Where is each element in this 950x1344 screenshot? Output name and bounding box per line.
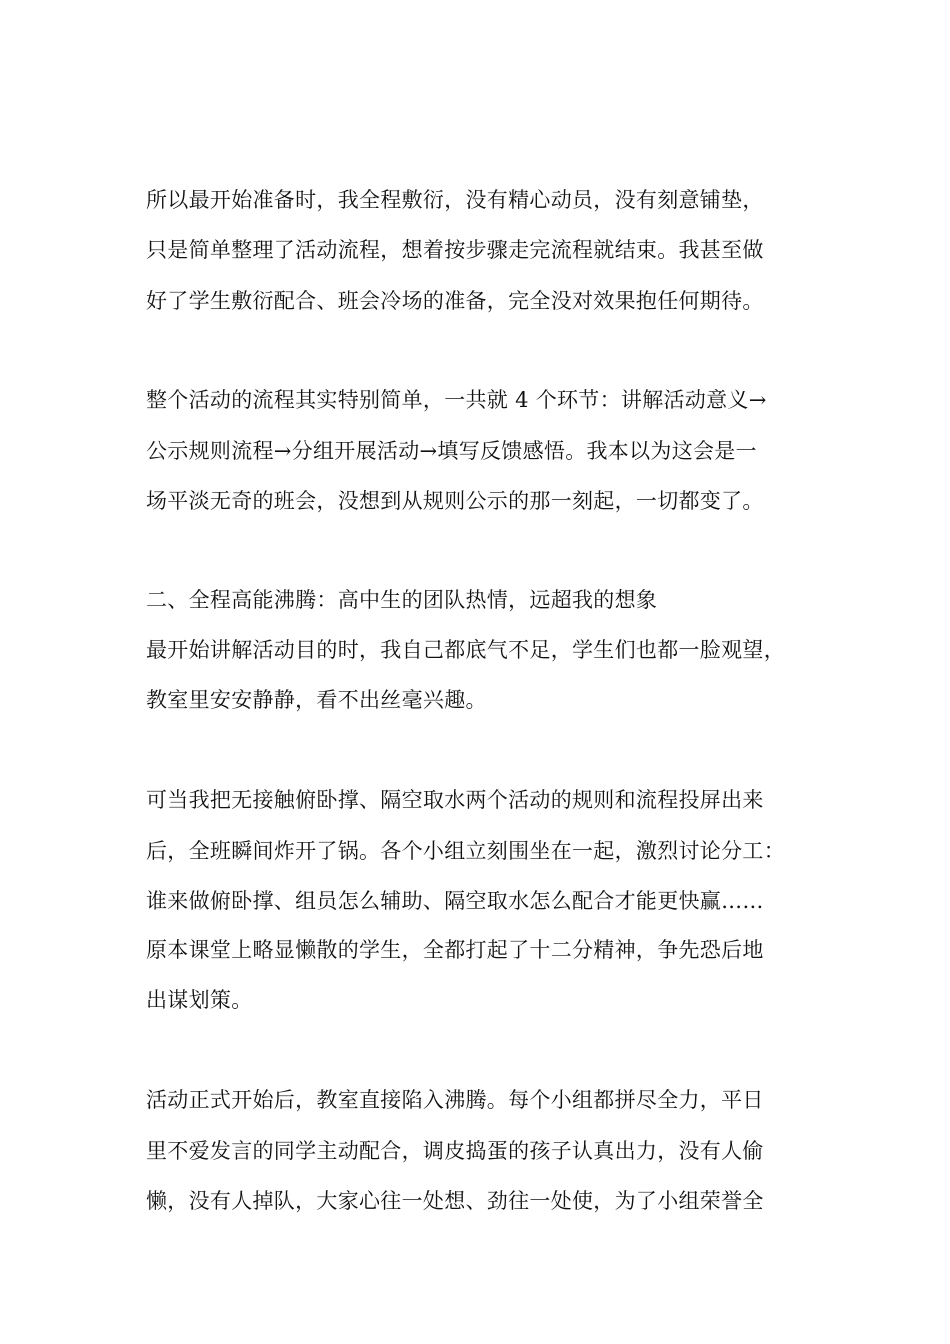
- paragraph-2-line-3: 场平淡无奇的班会，没想到从规则公示的那一刻起，一切都变了。: [146, 489, 764, 513]
- paragraph-5-line-2: 里不爱发言的同学主动配合，调皮捣蛋的孩子认真出力，没有人偷: [146, 1139, 764, 1163]
- section-heading: 二、全程高能沸腾：高中生的团队热情，远超我的想象: [146, 588, 658, 612]
- paragraph-1-line-1: 所以最开始准备时，我全程敷衍，没有精心动员，没有刻意铺垫，: [146, 188, 764, 212]
- paragraph-3-line-2: 教室里安安静静，看不出丝毫兴趣。: [146, 688, 487, 712]
- paragraph-4-line-2: 后，全班瞬间炸开了锅。各个小组立刻围坐在一起，激烈讨论分工：: [146, 839, 785, 863]
- paragraph-2-line-1: 整个活动的流程其实特别简单，一共就 4 个环节：讲解活动意义→: [146, 388, 767, 412]
- paragraph-4-line-1: 可当我把无接触俯卧撑、隔空取水两个活动的规则和流程投屏出来: [146, 788, 764, 812]
- paragraph-1-line-2: 只是简单整理了活动流程，想着按步骤走完流程就结束。我甚至做: [146, 238, 764, 262]
- paragraph-4-line-3: 谁来做俯卧撑、组员怎么辅助、隔空取水怎么配合才能更快赢……: [146, 889, 764, 913]
- paragraph-5-line-3: 懒，没有人掉队，大家心往一处想、劲往一处使，为了小组荣誉全: [146, 1189, 764, 1213]
- paragraph-5-line-1: 活动正式开始后，教室直接陷入沸腾。每个小组都拼尽全力，平日: [146, 1088, 764, 1112]
- paragraph-1-line-3: 好了学生敷衍配合、班会冷场的准备，完全没对效果抱任何期待。: [146, 289, 764, 313]
- paragraph-4-line-5: 出谋划策。: [146, 988, 253, 1012]
- paragraph-3-line-1: 最开始讲解活动目的时，我自己都底气不足，学生们也都一脸观望，: [146, 638, 785, 662]
- paragraph-4-line-4: 原本课堂上略显懒散的学生，全都打起了十二分精神，争先恐后地: [146, 938, 764, 962]
- paragraph-2-line-2: 公示规则流程→分组开展活动→填写反馈感悟。我本以为这会是一: [146, 439, 757, 463]
